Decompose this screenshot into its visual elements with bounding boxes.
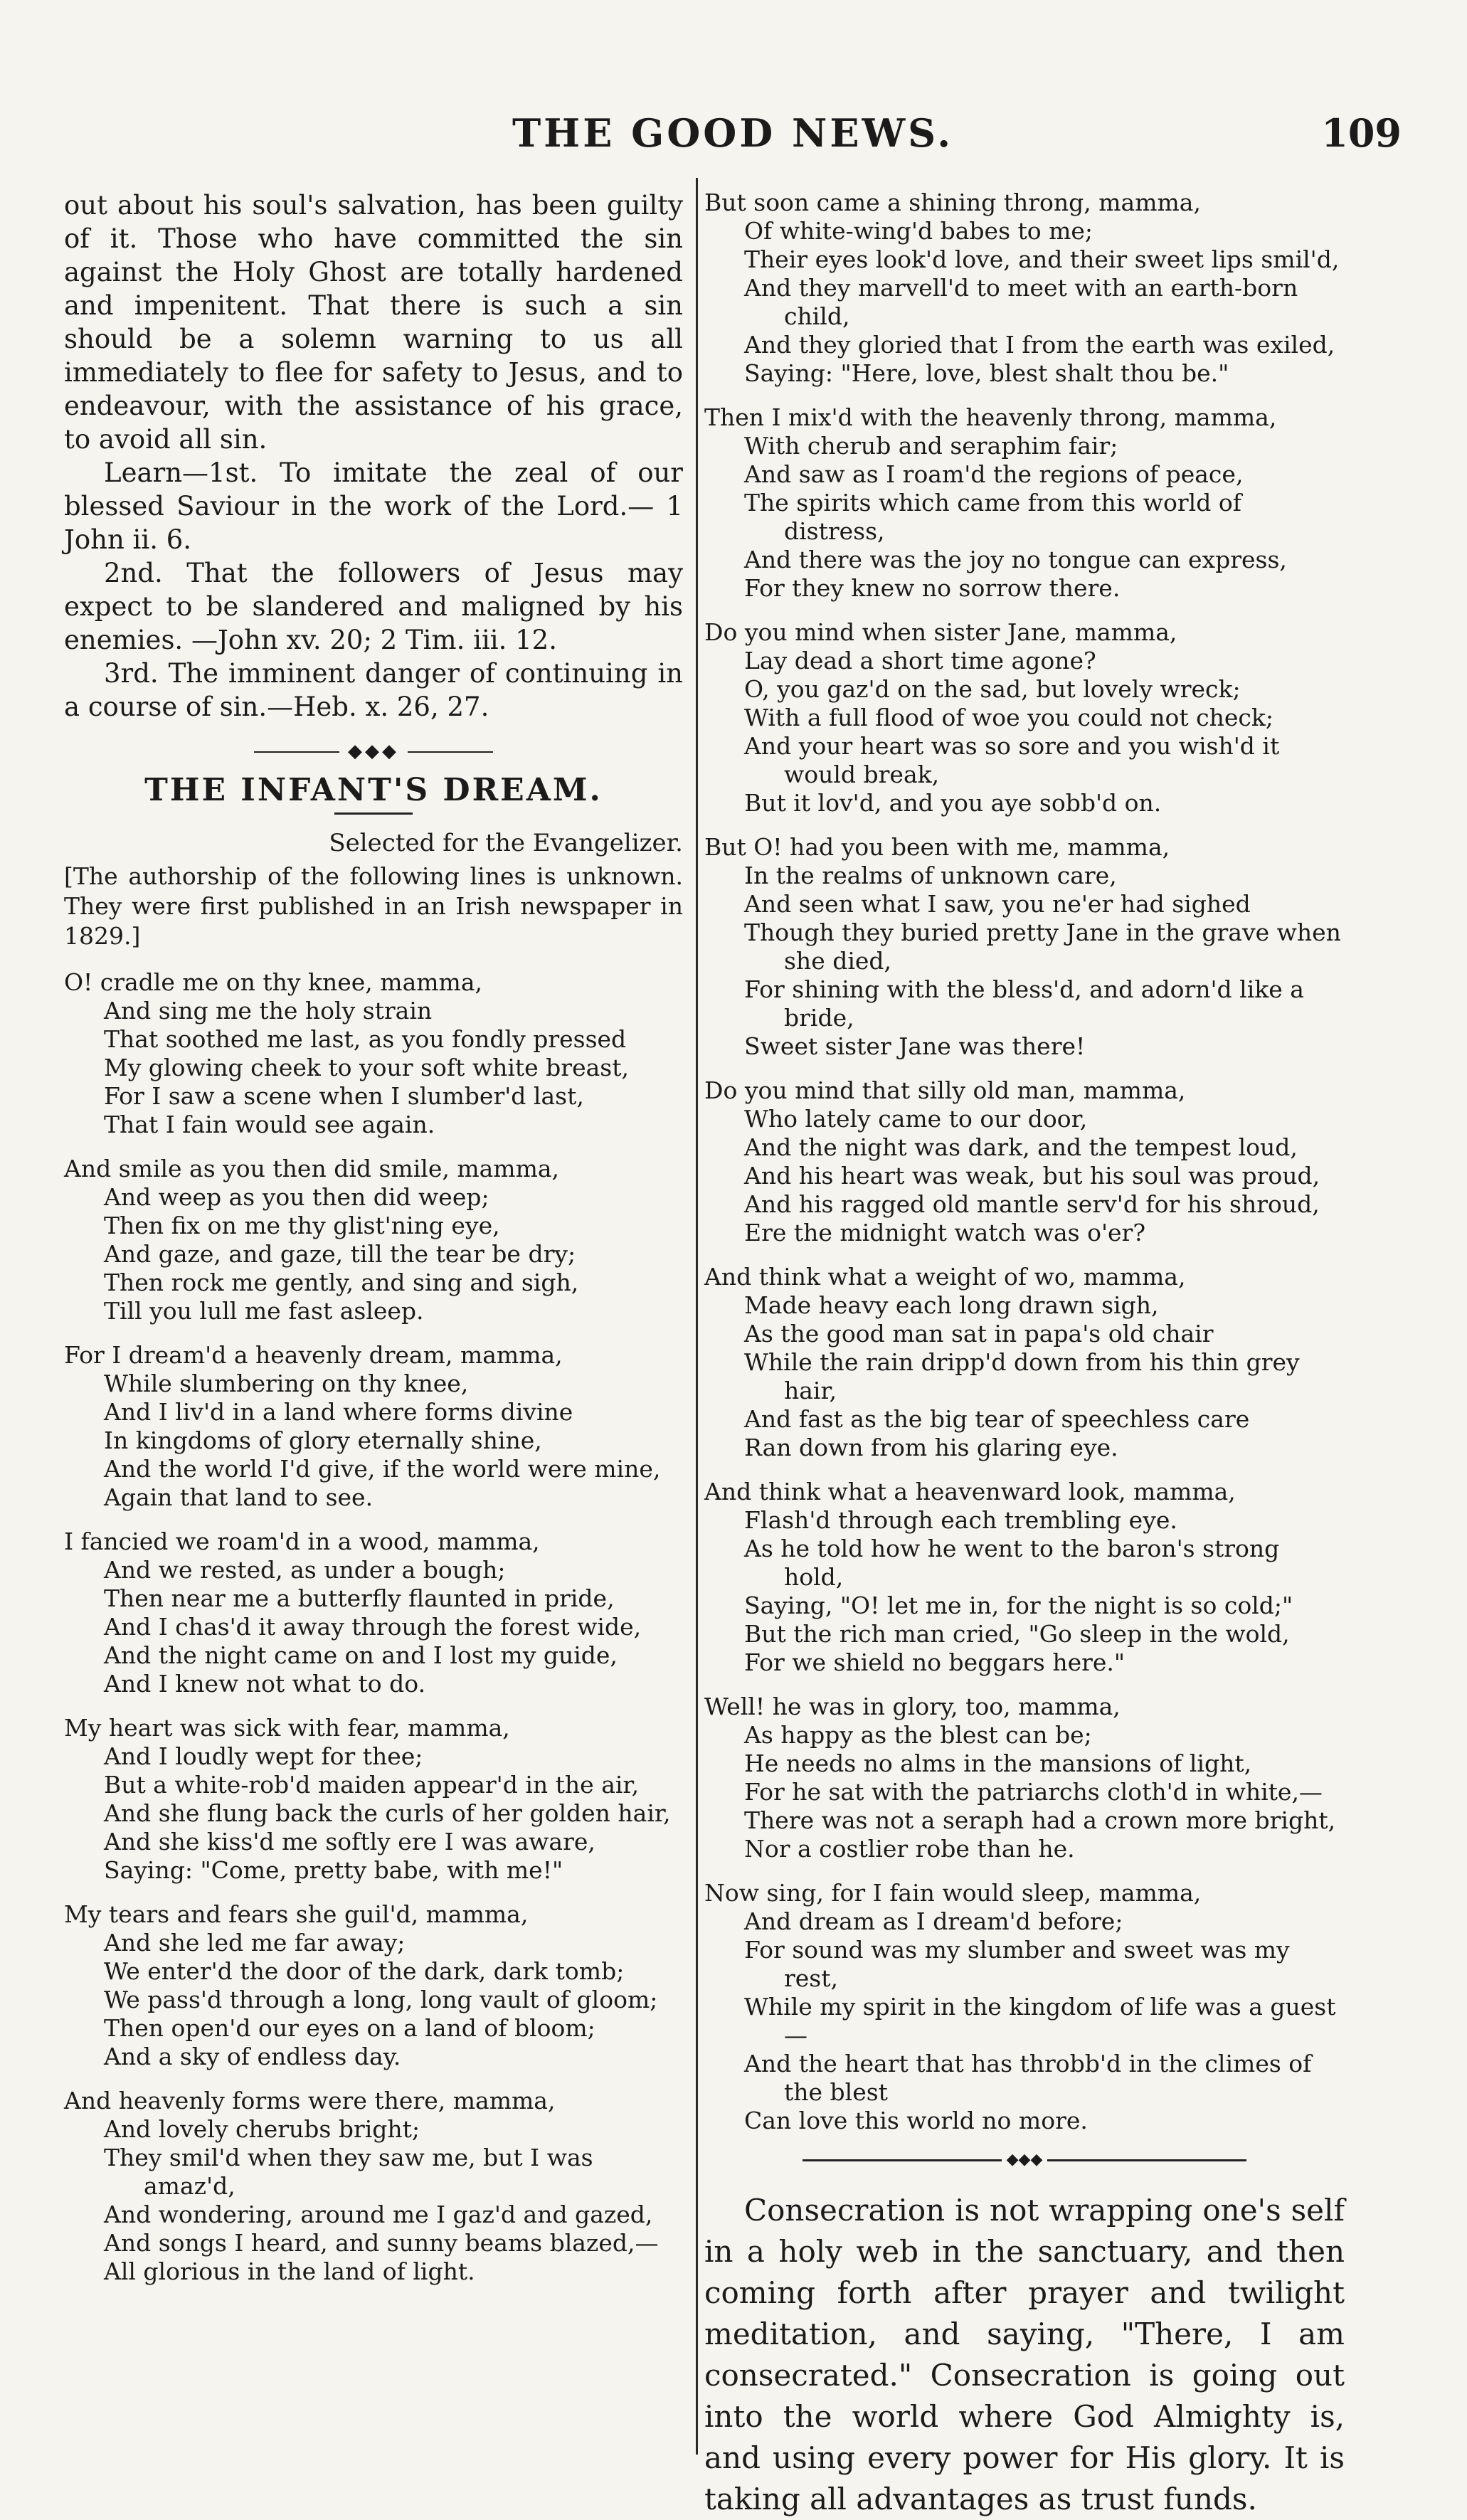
poem-line: And we rested, as under a bough; — [104, 1556, 506, 1584]
poem-title: THE INFANT'S DREAM. — [144, 772, 603, 808]
poem-line: My tears and fears she guil'd, mamma, — [64, 1900, 529, 1928]
poem-line: In kingdoms of glory eternally shine, — [104, 1426, 542, 1454]
poem-line: Made heavy each long drawn sigh, — [744, 1291, 1159, 1319]
poem-attribution: Selected for the Evangelizer. — [329, 829, 683, 857]
poem-line: For we shield no beggars here." — [744, 1648, 1126, 1676]
poem-line: Now sing, for I fain would sleep, mamma, — [704, 1879, 1202, 1907]
poem-line: Nor a costlier robe than he. — [744, 1835, 1075, 1863]
poem-line: That I fain would see again. — [104, 1111, 435, 1138]
poem-line: As he told how he went to the baron's strong hold, — [744, 1535, 1280, 1591]
poem-line: Then fix on me thy glist'ning eye, — [104, 1212, 500, 1239]
paragraph: 2nd. That the followers of Jesus may expect to be slandered and maligned by his enemies. —John xv. 20; 2 Tim. iii. 12. — [64, 558, 683, 655]
poem-line: Saying, "O! let me in, for the night is so cold;" — [744, 1592, 1293, 1619]
poem-stanza — [64, 2087, 683, 2286]
poem-line: And they gloried that I from the earth was exiled, — [744, 331, 1335, 359]
poem-stanza — [64, 1714, 683, 1885]
poem-line: But it lov'd, and you aye sobb'd on. — [744, 789, 1162, 817]
poem-line: And lovely cherubs bright; — [104, 2115, 420, 2143]
poem-line: And I chas'd it away through the forest wide, — [104, 1613, 642, 1641]
poem-line: Then I mix'd with the heavenly throng, mamma, — [704, 403, 1277, 431]
poem-line: He needs no alms in the mansions of light, — [744, 1749, 1252, 1777]
poem-line: And a sky of endless day. — [104, 2043, 401, 2070]
poem-line: And seen what I saw, you ne'er had sighed — [744, 890, 1251, 918]
poem-stanza — [704, 189, 1345, 388]
poem-line: Do you mind that silly old man, mamma, — [704, 1076, 1186, 1104]
poem-stanza — [704, 403, 1345, 603]
poem-line: For he sat with the patriarchs cloth'd in white,— — [744, 1778, 1323, 1806]
poem-line: With a full flood of woe you could not check; — [744, 704, 1273, 731]
poem-line: But the rich man cried, "Go sleep in the wold, — [744, 1620, 1290, 1648]
poem-line: Till you lull me fast asleep. — [104, 1297, 424, 1325]
poem-stanza — [64, 1900, 683, 2071]
poem-line: For I saw a scene when I slumber'd last, — [104, 1082, 584, 1110]
poem-line: And smile as you then did smile, mamma, — [64, 1155, 560, 1182]
poem-line: And your heart was so sore and you wish'd it would break, — [744, 732, 1280, 788]
poem-line: And wondering, around me I gaz'd and gazed, — [104, 2201, 653, 2228]
poem-line: And they marvell'd to meet with an earth-born child, — [744, 274, 1298, 330]
poem-stanza — [64, 1341, 683, 1512]
section-ornament: ◆◆◆ — [64, 741, 683, 762]
page-number: 109 — [1321, 110, 1402, 156]
paragraph: Consecration is not wrapping one's self in a holy web in the sanctuary, and then coming forth after prayer and twilight meditation, and saying, "There, I am consecrated." Consecration is going out into the world where God Almighty is, and using every power for His glory. It is taking all advantages as trust funds. — [704, 2193, 1345, 2516]
poem-line: Then rock me gently, and sing and sigh, — [104, 1269, 579, 1296]
poem-line: In the realms of unknown care, — [744, 862, 1117, 889]
poem-line: And fast as the big tear of speechless care — [744, 1405, 1250, 1433]
poem-line: For I dream'd a heavenly dream, mamma, — [64, 1341, 563, 1369]
paragraph: Learn—1st. To imitate the zeal of our blessed Saviour in the work of the Lord.— 1 John ii. 6. — [64, 457, 683, 555]
poem-line: And she flung back the curls of her golden hair, — [104, 1799, 671, 1827]
poem-line: Though they buried pretty Jane in the grave when she died, — [744, 918, 1341, 975]
right-column — [704, 189, 1345, 2520]
poem-line: And think what a heavenward look, mamma, — [704, 1478, 1236, 1505]
poem-line: Saying: "Here, love, blest shalt thou be." — [744, 359, 1229, 387]
poem-line: And the night came on and I lost my guide, — [104, 1641, 618, 1669]
poem-line: All glorious in the land of light. — [104, 2257, 475, 2285]
poem-line: But soon came a shining throng, mamma, — [704, 189, 1201, 216]
poem-line: And heavenly forms were there, mamma, — [64, 2087, 556, 2114]
poem-line: And dream as I dream'd before; — [744, 1907, 1123, 1935]
poem-line: Lay dead a short time agone? — [744, 647, 1096, 674]
poem-line: Again that land to see. — [104, 1483, 374, 1511]
title-rule — [334, 812, 413, 815]
poem-line: That soothed me last, as you fondly pressed — [104, 1025, 627, 1053]
poem-line: Well! he was in glory, too, mamma, — [704, 1693, 1121, 1720]
poem-line: And the heart that has throbb'd in the climes of the blest — [744, 2050, 1312, 2106]
poem-line: And she led me far away; — [104, 1929, 406, 1957]
poem-line: For sound was my slumber and sweet was my rest, — [744, 1936, 1290, 1992]
poem-line: Then near me a butterfly flaunted in pride, — [104, 1584, 615, 1612]
poem-line: O, you gaz'd on the sad, but lovely wreck; — [744, 675, 1241, 703]
poem-line: We enter'd the door of the dark, dark tomb; — [104, 1957, 625, 1985]
poem-stanza — [704, 618, 1345, 817]
poem-body — [64, 968, 683, 2286]
poem-line: And I loudly wept for thee; — [104, 1742, 423, 1770]
poem-line: And she kiss'd me softly ere I was aware, — [104, 1828, 595, 1855]
poem-line: And songs I heard, and sunny beams blazed,— — [104, 2229, 659, 2257]
paragraph: out about his soul's salvation, has been guilty of it. Those who have committed the sin against the Holy Ghost are totally hardened and impenitent. That there is such a sin should be a solemn warning to us all immediately to flee for safety to Jesus, and to endeavour, with the assistance of his grace, to avoid all sin. — [64, 190, 683, 455]
poem-line: And weep as you then did weep; — [104, 1183, 489, 1211]
poem-line: And his ragged old mantle serv'd for his shroud, — [744, 1190, 1320, 1218]
poem-line: And gaze, and gaze, till the tear be dry; — [104, 1240, 576, 1268]
poem-line: For shining with the bless'd, and adorn'd like a bride, — [744, 975, 1304, 1032]
poem-stanza — [64, 1155, 683, 1325]
poem-line: And the night was dark, and the tempest loud, — [744, 1133, 1298, 1161]
poem-line: They smil'd when they saw me, but I was amaz'd, — [104, 2144, 593, 2200]
poem-line: While my spirit in the kingdom of life was a guest— — [744, 1993, 1336, 2049]
poem-stanza — [704, 1693, 1345, 1863]
poem-line: Of white-wing'd babes to me; — [744, 217, 1093, 245]
poem-line: Their eyes look'd love, and their sweet lips smil'd, — [744, 245, 1340, 273]
poem-stanza — [704, 1263, 1345, 1462]
poem-line: Can love this world no more. — [744, 2107, 1088, 2134]
poem-line: As the good man sat in papa's old chair — [744, 1320, 1214, 1348]
poem-line: But O! had you been with me, mamma, — [704, 833, 1170, 861]
poem-stanza — [704, 1076, 1345, 1247]
poem-line: My heart was sick with fear, mamma, — [64, 1714, 510, 1742]
column-divider — [696, 178, 698, 2455]
poem-line: And think what a weight of wo, mamma, — [704, 1263, 1186, 1291]
running-title: THE GOOD NEWS. — [512, 110, 954, 156]
poem-line: And there was the joy no tongue can express, — [744, 546, 1287, 573]
poem-line: And his heart was weak, but his soul was proud, — [744, 1162, 1320, 1190]
poem-stanza — [64, 1528, 683, 1698]
poem-line: The spirits which came from this world of distress, — [744, 489, 1241, 545]
poem-line: And the world I'd give, if the world were mine, — [104, 1455, 661, 1483]
poem-line: With cherub and seraphim fair; — [744, 432, 1118, 460]
running-head — [64, 110, 1402, 160]
poem-stanza — [704, 1879, 1345, 2135]
poem-stanza — [704, 1478, 1345, 1677]
poem-line: And sing me the holy strain — [104, 997, 433, 1025]
poem-note: [The authorship of the following lines is unknown. They were first published in an Irish newspaper in 1829.] — [64, 862, 683, 950]
poem-line: As happy as the blest can be; — [744, 1721, 1092, 1749]
paragraph: 3rd. The imminent danger of continuing in a course of sin.—Heb. x. 26, 27. — [64, 658, 683, 722]
section-rule: ◆◆◆ — [704, 2151, 1345, 2169]
poem-line: My glowing cheek to your soft white breast, — [104, 1054, 629, 1081]
poem-line: For they knew no sorrow there. — [744, 574, 1121, 602]
poem-continuation — [704, 189, 1345, 2135]
poem-line: And I knew not what to do. — [104, 1670, 426, 1698]
poem-line: While the rain dripp'd down from his thin grey hair, — [744, 1348, 1300, 1404]
poem-line: But a white-rob'd maiden appear'd in the air, — [104, 1771, 640, 1799]
poem-stanza — [704, 833, 1345, 1061]
poem-line: We pass'd through a long, long vault of gloom; — [104, 1986, 658, 2013]
poem-line: Saying: "Come, pretty babe, with me!" — [104, 1856, 563, 1884]
poem-line: Who lately came to our door, — [744, 1105, 1088, 1133]
left-column — [64, 189, 683, 2302]
poem-line: Sweet sister Jane was there! — [744, 1032, 1086, 1060]
poem-line: While slumbering on thy knee, — [104, 1370, 469, 1397]
poem-line: There was not a seraph had a crown more bright, — [744, 1806, 1336, 1834]
consecration-paragraph — [704, 2190, 1345, 2520]
poem-line: O! cradle me on thy knee, mamma, — [64, 968, 483, 996]
sermon-conclusion — [64, 189, 683, 724]
poem-line: Ran down from his glaring eye. — [744, 1434, 1118, 1461]
poem-stanza — [64, 968, 683, 1139]
poem-line: And I liv'd in a land where forms divine — [104, 1398, 573, 1426]
poem-line: Flash'd through each trembling eye. — [744, 1506, 1177, 1534]
poem-line: Ere the midnight watch was o'er? — [744, 1219, 1146, 1246]
poem-line: I fancied we roam'd in a wood, mamma, — [64, 1528, 540, 1555]
poem-line: Then open'd our eyes on a land of bloom; — [104, 2014, 595, 2042]
poem-line: And saw as I roam'd the regions of peace, — [744, 460, 1244, 488]
poem-line: Do you mind when sister Jane, mamma, — [704, 618, 1177, 646]
